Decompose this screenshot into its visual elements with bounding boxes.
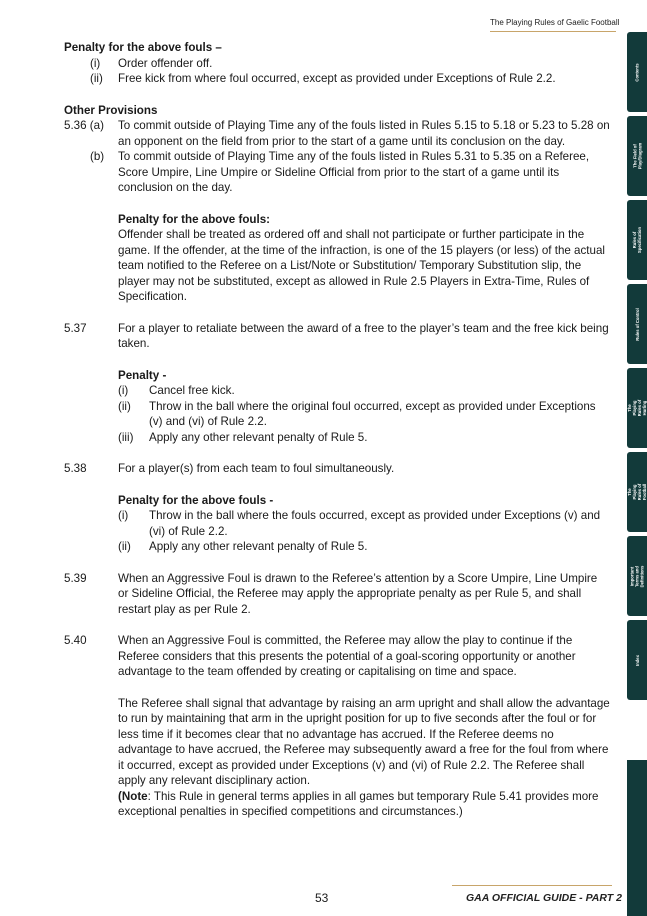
rule-5-39: 5.39 When an Aggressive Foul is drawn to the Referee’s attention by a Score Umpire, Line Umpire or Sideline Official, the Referee may apply the appropriate penalty as per Rule 5, and shall restart play as per Rule 2.	[64, 571, 598, 616]
list-item: (i) Throw in the ball where the fouls occurred, except as provided under Exceptions (v) and (vi) of Rule 2.2.	[118, 509, 601, 538]
tab-contents[interactable]: Contents	[627, 32, 647, 112]
rule-paragraph: The Referee shall signal that advantage by raising an arm upright and shall allow the advantage to run by maintaining that arm in the upright position for up to five seconds after the foul or for less time if it becomes clear that no advantage has accrued. If the Referee deems no advantage to have accrued, the Referee may subsequently award a free for the foul from where it occurred, except as provided under Exceptions (v) and (vi) of Rule 2.2. The Referee shall apply any relevant disciplinary action.	[118, 696, 610, 787]
footer-title: GAA OFFICIAL GUIDE - PART 2	[466, 892, 622, 904]
rule-note: (Note: This Rule in general terms applies in all games but temporary Rule 5.41 provides more exceptional penalties in specified competitions and circumstances.)	[118, 789, 599, 818]
page-body	[64, 40, 610, 820]
running-header: The Playing Rules of Gaelic Football	[490, 18, 620, 27]
tab-football[interactable]: The Playing Rules of Football	[627, 452, 647, 532]
penalty-heading: Penalty for the above fouls –	[64, 41, 222, 54]
penalty-heading: Penalty -	[118, 368, 167, 382]
section-heading: Other Provisions	[64, 103, 158, 117]
penalty-text: Offender shall be treated as ordered off and shall not participate or further participate in the game. If the offender, at the time of the infraction, is one of the 15 players (or less) of the actual team notified to the Referee on a List/Note or Substitution/ Temporary Substitution slip, the player may not be substituted, except as allowed in Rule 2.5 Players in Extra-Time, Rules of Specification.	[118, 228, 605, 303]
list-item: (i) Cancel free kick.	[118, 384, 235, 397]
rule-5-36a: 5.36 (a) To commit outside of Playing Time any of the fouls listed in Rules 5.15 to 5.18 or 5.23 to 5.28 on an opponent on the field from prior to the start of a game until its conclusion on the day.	[64, 119, 610, 148]
rule-5-38: 5.38 For a player(s) from each team to foul simultaneously.	[64, 462, 395, 475]
tab-rules-of-specification[interactable]: Rules of Specification	[627, 200, 647, 280]
tab-hurling[interactable]: The Playing Rules of Hurling	[627, 368, 647, 448]
tab-block	[627, 760, 647, 916]
list-item: (ii) Free kick from where foul occurred, except as provided under Exceptions of Rule 2.2.	[90, 72, 556, 85]
tab-field-of-play[interactable]: The Field of Play/Diagram	[627, 116, 647, 196]
footer-rule	[452, 885, 612, 886]
list-item: (i) Order offender off.	[90, 56, 213, 70]
penalty-heading: Penalty for the above fouls -	[118, 493, 274, 507]
list-item: (iii) Apply any other relevant penalty of Rule 5.	[118, 430, 368, 444]
tab-index[interactable]: Index	[627, 620, 647, 700]
header-rule	[490, 31, 616, 32]
list-item: (ii) Throw in the ball where the original foul occurred, except as provided under Exceptions (v) and (vi) of Rule 2.2.	[118, 399, 596, 428]
rule-5-36b: (b) To commit outside of Playing Time any of the fouls listed in Rules 5.31 to 5.35 on a Referee, Score Umpire, Line Umpire or Sideline Official from prior to the start of a game until its conclusion on the day.	[90, 150, 590, 194]
list-item: (ii) Apply any other relevant penalty of Rule 5.	[118, 540, 368, 553]
tab-important-terms[interactable]: Important Terms and Definitions	[627, 536, 647, 616]
tab-rules-of-control[interactable]: Rules of Control	[627, 284, 647, 364]
page-number: 53	[315, 891, 329, 905]
penalty-heading: Penalty for the above fouls:	[118, 212, 271, 226]
rule-5-40: 5.40 When an Aggressive Foul is committed, the Referee may allow the play to continue if the Referee considers that this presents the potential of a goal-scoring opportunity or another advantage to the team offended by creating or capitalising on time and space.	[64, 634, 576, 678]
rule-5-37: 5.37 For a player to retaliate between the award of a free to the player’s team and the free kick being taken.	[64, 321, 609, 350]
